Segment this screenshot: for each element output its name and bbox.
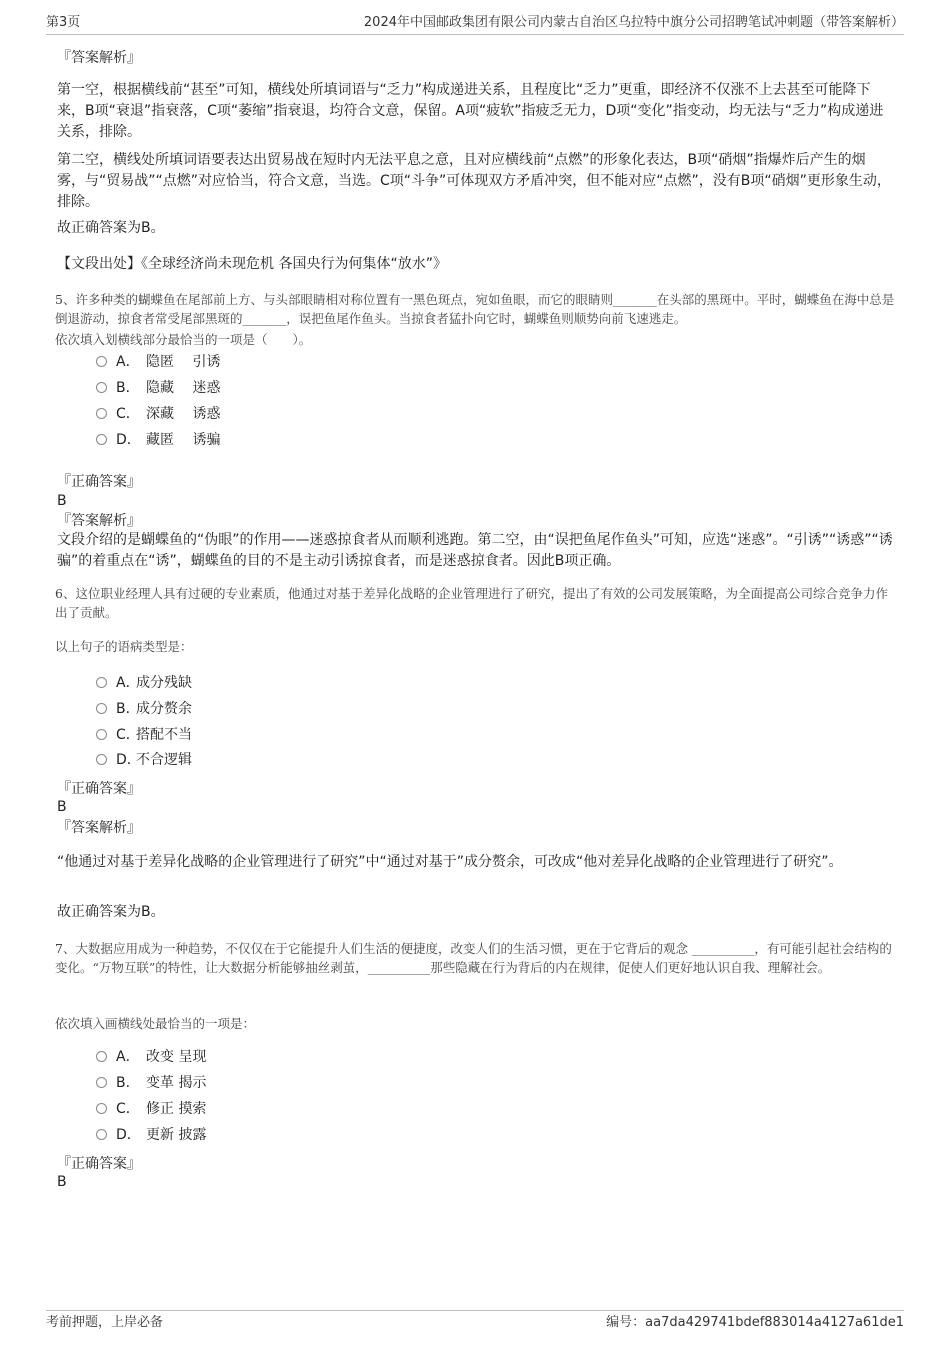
radio-icon[interactable] — [96, 1129, 107, 1140]
question-6-option-b[interactable]: B．成分赘余 — [96, 699, 192, 719]
radio-icon[interactable] — [96, 677, 107, 688]
radio-icon[interactable] — [96, 356, 107, 367]
radio-icon[interactable] — [96, 408, 107, 419]
question-5-answer-label: 『正确答案』 — [57, 474, 141, 490]
radio-icon[interactable] — [96, 1077, 107, 1088]
question-7-option-b[interactable]: B． 变革 揭示 — [96, 1073, 206, 1093]
footer-serial-number: 编号：aa7da429741bdef883014a4127a61de1 — [606, 1315, 904, 1330]
question-6-answer-label: 『正确答案』 — [57, 781, 141, 797]
question-5-option-d[interactable]: D． 藏匿 诱骗 — [96, 430, 220, 450]
radio-icon[interactable] — [96, 434, 107, 445]
radio-icon[interactable] — [96, 1103, 107, 1114]
analysis-label: 『答案解析』 — [57, 50, 141, 66]
radio-icon[interactable] — [96, 754, 107, 765]
radio-icon[interactable] — [96, 703, 107, 714]
question-6-analysis-label: 『答案解析』 — [57, 820, 141, 836]
question-6-option-d[interactable]: D．不合逻辑 — [96, 750, 192, 770]
question-6-conclusion: 故正确答案为B。 — [57, 904, 165, 920]
question-6-option-a[interactable]: A．成分残缺 — [96, 673, 192, 693]
question-7-option-a[interactable]: A． 改变 呈现 — [96, 1047, 206, 1067]
question-5-option-c[interactable]: C． 深藏 诱惑 — [96, 404, 220, 424]
question-5-answer: B — [57, 493, 67, 509]
radio-icon[interactable] — [96, 1051, 107, 1062]
question-6-prompt: 以上句子的语病类型是： — [55, 639, 193, 654]
question-5-analysis: 文段介绍的是蝴蝶鱼的“伪眼”的作用——迷惑掠食者从而顺利逃跑。第二空，由“误把鱼尾作鱼头”可知，应选“迷惑”。“引诱”“诱惑”“诱骗”的着重点在“诱”，蝴蝶鱼的目的不是主动引诱掠食者，而是迷惑掠食者。因此B项正确。 — [57, 532, 893, 569]
analysis-conclusion: 故正确答案为B。 — [57, 220, 165, 236]
question-7-answer-label: 『正确答案』 — [57, 1156, 141, 1172]
question-5-prompt: 依次填入划横线部分最恰当的一项是（ ）。 — [55, 332, 312, 347]
question-6-stem: 6、这位职业经理人具有过硬的专业素质，他通过对基于差异化战略的企业管理进行了研究，提出了有效的公司发展策略，为全面提高公司综合竞争力作出了贡献。 — [55, 586, 888, 620]
question-7-option-c[interactable]: C． 修正 摸索 — [96, 1099, 206, 1119]
question-7-answer: B — [57, 1174, 67, 1190]
page-footer — [46, 1310, 904, 1333]
page-header — [46, 14, 904, 35]
question-6-answer: B — [57, 799, 67, 815]
page-number: 第3页 — [46, 15, 81, 30]
question-6-option-c[interactable]: C．搭配不当 — [96, 725, 192, 745]
question-5-stem: 5、许多种类的蝴蝶鱼在尾部前上方、与头部眼睛相对称位置有一黑色斑点，宛如鱼眼，而它的眼睛则_______在头部的黑斑中。平时，蝴蝶鱼在海中总是倒退游动，掠食者常受尾部黑斑的_______，误把鱼尾作鱼头。当掠食者猛扑向它时，蝴蝶鱼则顺势向前飞速逃走。 — [55, 292, 895, 326]
footer-slogan: 考前押题，上岸必备 — [46, 1315, 164, 1330]
question-5-analysis-label: 『答案解析』 — [57, 513, 141, 529]
analysis-paragraph-1: 第一空，根据横线前“甚至”可知，横线处所填词语与“乏力”构成递进关系，且程度比“乏力”更重，即经济不仅涨不上去甚至可能降下来，B项“衰退”指衰落，C项“萎缩”指衰退，均符合文意，保留。A项“疲软”指疲乏无力，D项“变化”指变动，均无法与“乏力”构成递进关系，排除。 — [57, 82, 884, 140]
source-citation: 【文段出处】《全球经济尚未现危机 各国央行为何集体“放水”》 — [57, 256, 447, 272]
question-5-option-b[interactable]: B． 隐藏 迷惑 — [96, 378, 220, 398]
radio-icon[interactable] — [96, 382, 107, 393]
radio-icon[interactable] — [96, 729, 107, 740]
question-7-prompt: 依次填入画横线处最恰当的一项是： — [55, 1016, 256, 1031]
question-6-analysis: “他通过对基于差异化战略的企业管理进行了研究”中“通过对基于”成分赘余，可改成“他对差异化战略的企业管理进行了研究”。 — [57, 854, 843, 870]
document-title: 2024年中国邮政集团有限公司内蒙古自治区乌拉特中旗分公司招聘笔试冲刺题（带答案解析） — [363, 15, 904, 30]
question-5-option-a[interactable]: A． 隐匿 引诱 — [96, 352, 220, 372]
question-7-stem: 7、大数据应用成为一种趋势，不仅仅在于它能提升人们生活的便捷度，改变人们的生活习惯，更在于它背后的观念 __________，有可能引起社会结构的变化。“万物互联”的特性，让大数据分析能够抽丝剥茧，__________那些隐藏在行为背后的内在规律，促使人们更好地认识自我、理解社会。 — [55, 941, 892, 975]
analysis-paragraph-2: 第二空，横线处所填词语要表达出贸易战在短时内无法平息之意，且对应横线前“点燃”的形象化表达，B项“硝烟”指爆炸后产生的烟雾，与“贸易战”“点燃”对应恰当，符合文意，当选。C项“斗争”可体现双方矛盾冲突，但不能对应“点燃”，没有B项“硝烟”更形象生动，排除。 — [57, 152, 891, 210]
question-7-option-d[interactable]: D． 更新 披露 — [96, 1125, 206, 1145]
